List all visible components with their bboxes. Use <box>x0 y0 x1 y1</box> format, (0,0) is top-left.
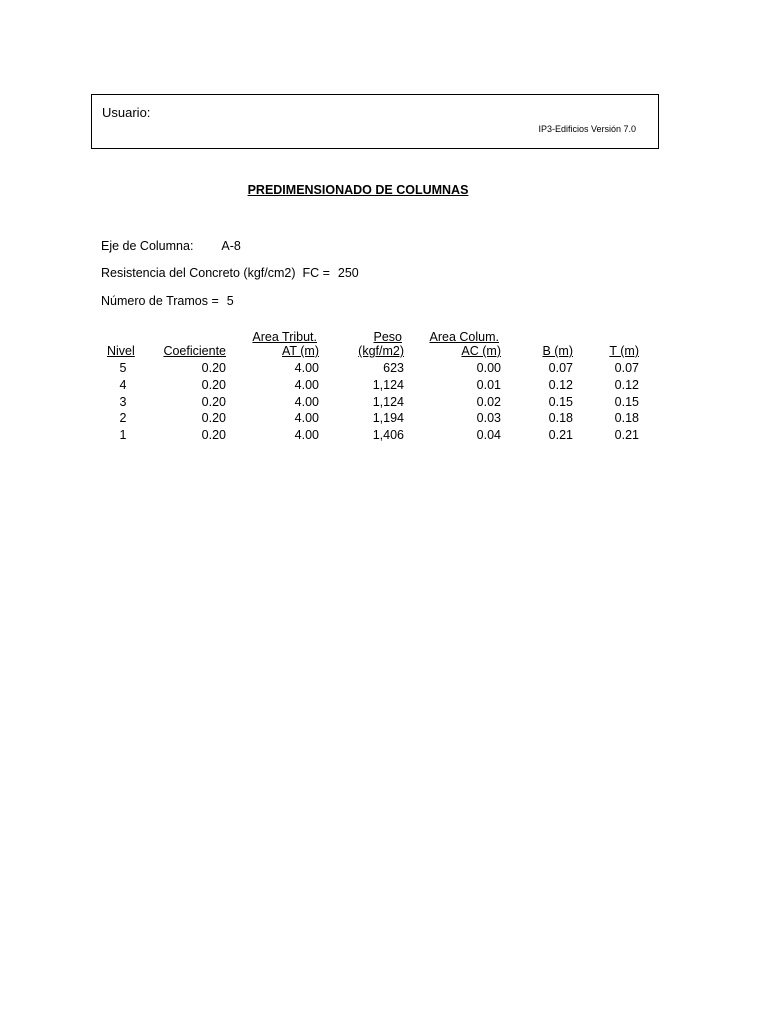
column-axis-line <box>101 239 241 253</box>
cell-b: 0.21 <box>548 428 573 442</box>
cell-area-tributaria: 4.00 <box>294 395 319 409</box>
spans-value: 5 <box>226 294 234 308</box>
cell-area-columna: 0.04 <box>476 428 501 442</box>
version-label: IP3-Edificios Versión 7.0 <box>538 124 636 134</box>
spans-label: Número de Tramos = <box>101 294 219 308</box>
cell-area-tributaria: 4.00 <box>294 411 319 425</box>
cell-peso: 1,406 <box>372 428 404 442</box>
cell-t: 0.07 <box>614 361 639 375</box>
cell-nivel: 5 <box>119 361 127 375</box>
cell-t: 0.21 <box>614 428 639 442</box>
concrete-label: Resistencia del Concreto (kgf/cm2) FC = <box>101 266 330 280</box>
header-peso-1: Peso <box>373 330 402 344</box>
cell-t: 0.18 <box>614 411 639 425</box>
cell-nivel: 3 <box>119 395 127 409</box>
cell-b: 0.12 <box>548 378 573 392</box>
cell-nivel: 1 <box>119 428 127 442</box>
cell-peso: 1,124 <box>372 378 404 392</box>
header-nivel: Nivel <box>107 344 135 358</box>
header-b: B (m) <box>542 344 573 358</box>
page-title: PREDIMENSIONADO DE COLUMNAS <box>247 183 469 197</box>
cell-coeficiente: 0.20 <box>201 428 226 442</box>
cell-area-tributaria: 4.00 <box>294 361 319 375</box>
concrete-line <box>101 266 359 280</box>
cell-b: 0.18 <box>548 411 573 425</box>
cell-nivel: 4 <box>119 378 127 392</box>
cell-coeficiente: 0.20 <box>201 395 226 409</box>
cell-peso: 1,194 <box>372 411 404 425</box>
header-area-columna-1: Area Colum. <box>429 330 499 344</box>
cell-coeficiente: 0.20 <box>201 361 226 375</box>
header-box <box>91 94 659 149</box>
cell-peso: 1,124 <box>372 395 404 409</box>
cell-t: 0.15 <box>614 395 639 409</box>
cell-area-columna: 0.02 <box>476 395 501 409</box>
cell-area-tributaria: 4.00 <box>294 428 319 442</box>
header-area-tributaria-2: AT (m) <box>281 344 319 358</box>
cell-area-columna: 0.00 <box>476 361 501 375</box>
header-peso-2: (kgf/m2) <box>358 344 404 358</box>
cell-coeficiente: 0.20 <box>201 411 226 425</box>
cell-peso: 623 <box>383 361 404 375</box>
cell-coeficiente: 0.20 <box>201 378 226 392</box>
cell-t: 0.12 <box>614 378 639 392</box>
header-area-tributaria-1: Area Tribut. <box>252 330 317 344</box>
cell-area-columna: 0.03 <box>476 411 501 425</box>
concrete-value: 250 <box>337 266 359 280</box>
cell-area-columna: 0.01 <box>476 378 501 392</box>
cell-area-tributaria: 4.00 <box>294 378 319 392</box>
cell-nivel: 2 <box>119 411 127 425</box>
cell-b: 0.15 <box>548 395 573 409</box>
user-label: Usuario: <box>102 105 151 120</box>
cell-b: 0.07 <box>548 361 573 375</box>
header-area-columna-2: AC (m) <box>461 344 501 358</box>
column-axis-label: Eje de Columna: <box>101 239 194 253</box>
column-axis-value: A-8 <box>221 239 241 253</box>
header-coeficiente: Coeficiente <box>163 344 226 358</box>
header-t: T (m) <box>609 344 639 358</box>
spans-line <box>101 294 234 308</box>
